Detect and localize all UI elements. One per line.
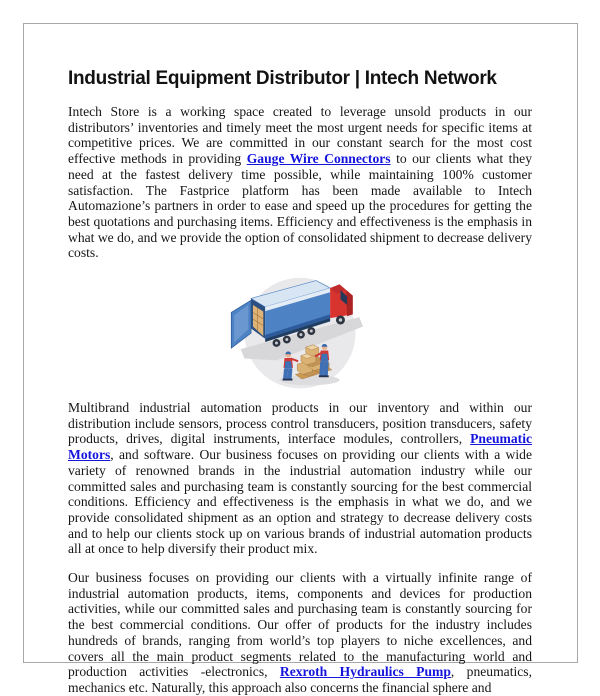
paragraph-intro (68, 104, 532, 261)
page-title: Industrial Equipment Distributor | Intech Network (68, 68, 497, 89)
link-gauge-wire-connectors[interactable]: Gauge Wire Connectors (246, 151, 391, 167)
paragraph-products (68, 400, 532, 557)
paragraph-text: to our clients what they need at the fastest delivery time possible, while maintaining 100% customer satisfaction. The Fastprice platform has been made available to Intech Automazione’s partners in order to ease and speed up the procedures for getting the best quotations and purchasing items. Efficiency and effectiveness is the emphasis in what we do, and we provide the option of consolidated shipment to decrease delivery costs. (68, 151, 532, 261)
paragraph-text: , pneumatics, mechanics etc. Naturally, this approach also concerns the financial sphere and (68, 664, 532, 695)
paragraph-text: Intech Store is a working space created to leverage unsold products in our distributors’ inventories and timely meet the most urgent needs for specific items at competitive prices. We are committed in our constant search for the most cost effective methods in providing (68, 104, 532, 167)
link-rexroth-hydraulics-pump[interactable]: Rexroth Hydraulics Pump (279, 664, 451, 680)
link-pneumatic-motors[interactable]: Pneumatic Motors (68, 431, 533, 463)
paragraph-business (68, 570, 532, 696)
paragraph-text: , and software. Our business focuses on providing our clients with a wide variety of renowned brands in the industrial automation industry while our committed sales and purchasing team is constantly sourcing for the best commercial conditions. Efficiency and effectiveness is the emphasis in what we do, and we provide consolidated shipment as an option and strategy to decrease delivery costs and to help our clients stock up on various brands of industrial automation products all at once to help diversify their product mix. (68, 447, 532, 557)
figure-container (68, 274, 532, 396)
paragraph-text: Multibrand industrial automation products in our inventory and within our distribution include sensors, process control transducers, position transducers, safety products, drives, digital instruments, interface modules, controllers, (68, 400, 532, 447)
truck-loading-illustration (220, 274, 380, 396)
document-page (23, 23, 578, 695)
paragraph-text: Our business focuses on providing our clients with a virtually infinite range of industrial automation products, items, components and devices for production activities, while our committed sales and purchasing team is constantly sourcing for the best commercial conditions. Our offer of products for the industry includes hundreds of brands, ranging from world’s top players to niche excellences, and covers all the main product segments related to the manufacturing world and production activities -electronics, (68, 570, 532, 680)
document-content (24, 24, 577, 696)
